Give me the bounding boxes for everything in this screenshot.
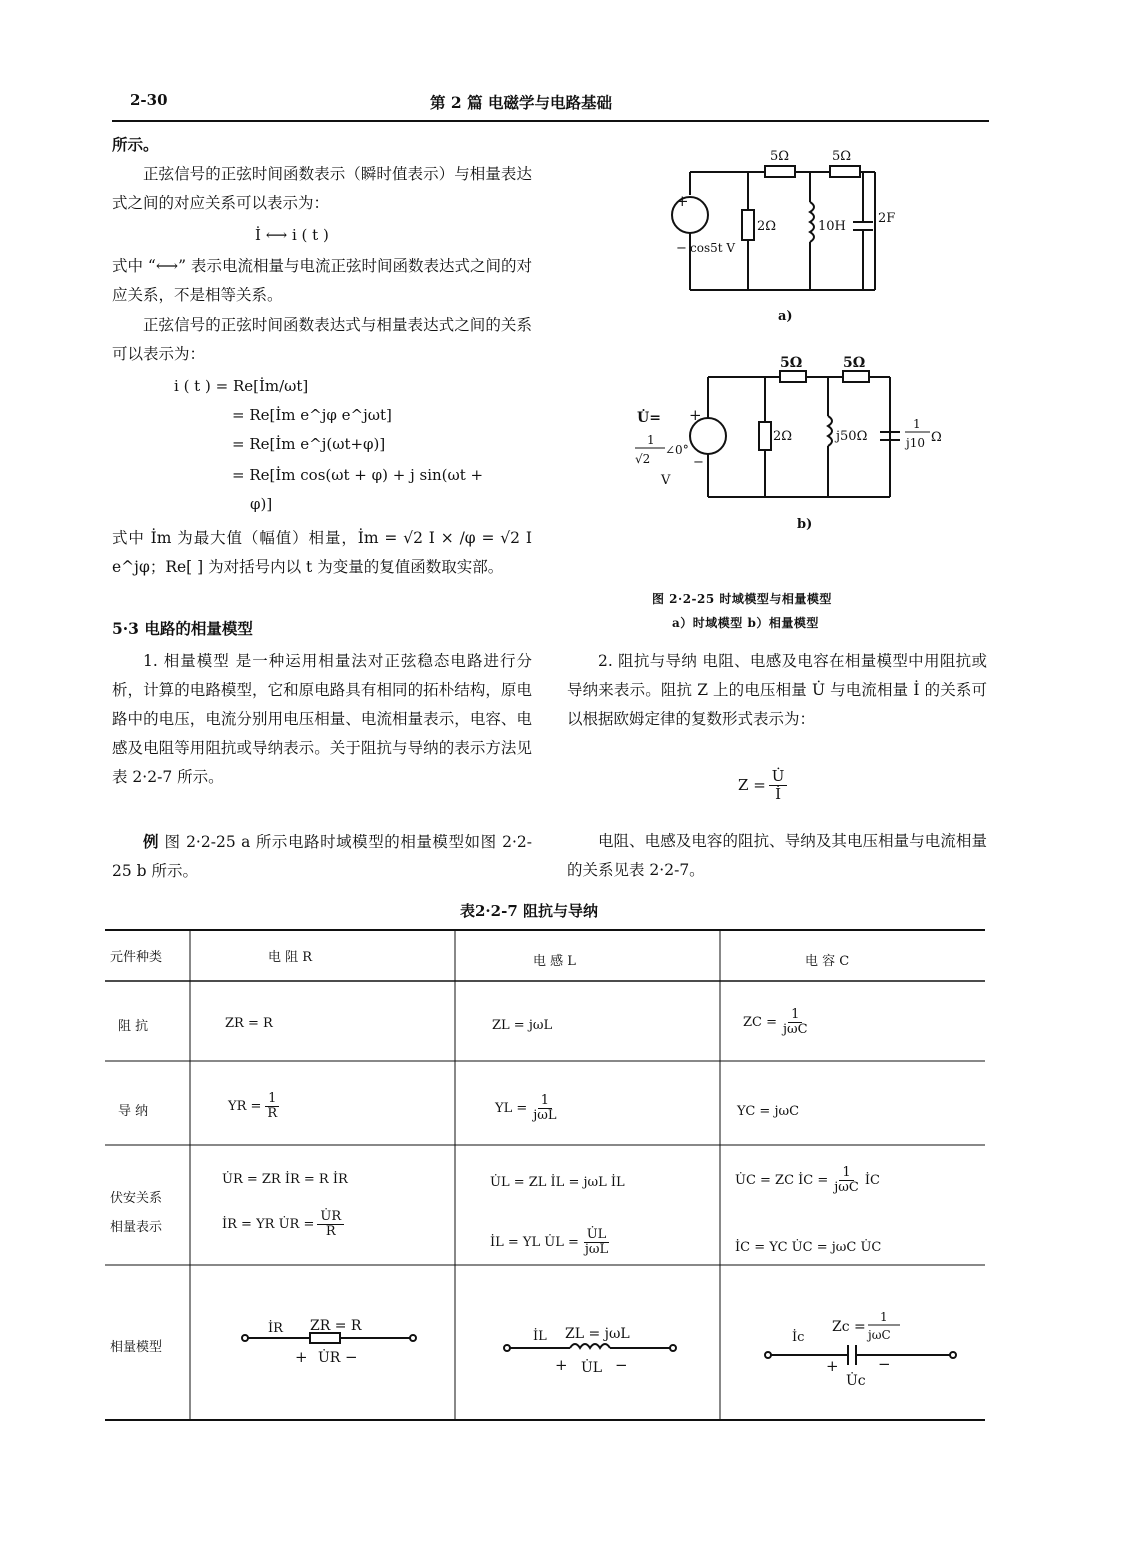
correspondence-equation: İ ⟷ i ( t ): [255, 226, 329, 244]
relation-inductor-voltage: U̇L = ZL İL = jωL İL: [490, 1175, 625, 1190]
figure-b-r2-label: 5Ω: [843, 355, 866, 371]
impedance-capacitor-den: jωC: [783, 1022, 808, 1038]
figure-b-r3-label: 2Ω: [773, 429, 793, 444]
figure-a-r2-label: 5Ω: [832, 149, 852, 164]
figure-a-r1-label: 5Ω: [770, 149, 790, 164]
relation-resistor-current-left: İR = YR U̇R =: [222, 1217, 315, 1233]
figure-b-source-minus: −: [693, 455, 704, 470]
paragraph-table-reference: 电阻、电感及电容的阻抗、导纳及其电压相量与电流相量的关系见表 2·2-7。: [567, 832, 987, 879]
paragraph-correspondence-note: 式中 “⟷” 表示电流相量与电流正弦时间函数表达式之间的对应关系，不是相等关系。: [112, 257, 532, 304]
row-label-impedance: 阻 抗: [118, 1019, 149, 1034]
relation-resistor-voltage: U̇R = ZR İR = R İR: [222, 1172, 348, 1187]
admittance-resistor-num: 1: [265, 1092, 279, 1107]
figure-a-capacitor-label: 2F: [878, 211, 896, 226]
resistor-model-minus: −: [345, 1348, 358, 1366]
resistor-phasor-model: [230, 1310, 430, 1375]
figure-caption: 图 2·2-25 时域模型与相量模型: [652, 592, 832, 606]
relation-inductor-current-den: jωL: [584, 1242, 609, 1258]
figure-b-voltage-label: U̇=: [637, 410, 661, 426]
relation-resistor-current-den: R: [325, 1224, 336, 1240]
relation-capacitor-voltage: [735, 1166, 880, 1196]
capacitor-model-voltage: U̇c: [846, 1373, 866, 1389]
paragraph-phasor-model: 1. 相量模型 是一种运用相量法对正弦稳态电路进行分析，计算的电路模型，它和原电路具有相同的拓朴结构，原电路中的电压，电流分别用电压相量、电流相量表示，电容、电感及电阻等用阻抗或导纳表示。关于阻抗与导纳的表示方法见表 2·2-7 所示。: [112, 652, 532, 786]
figure-a-source-minus: −: [676, 241, 687, 256]
admittance-resistor-left: YR =: [228, 1099, 262, 1115]
figure-b-capacitor-num: 1: [913, 417, 921, 431]
equation-line-2: = Re[İm e^jφ e^jωt]: [232, 406, 392, 424]
impedance-capacitor: [743, 1008, 814, 1038]
figure-a-source-plus: +: [676, 192, 689, 210]
figure-b-voltage-den: √2: [635, 452, 651, 466]
capacitor-model-impedance-num: 1: [880, 1310, 888, 1324]
relation-capacitor-voltage-right: İC: [864, 1173, 880, 1189]
inductor-phasor-model: [495, 1318, 695, 1383]
figure-b-capacitor-den: j10: [906, 436, 925, 450]
inductor-model-minus: −: [615, 1356, 628, 1374]
figure-a-inductor-label: 10H: [818, 219, 846, 234]
intro-continue: 所示。: [112, 135, 159, 154]
table-title: 表2·2-7 阻抗与导纳: [460, 902, 598, 920]
example-text: 图 2·2-25 a 所示电路时域模型的相量模型如图 2·2-25 b 所示。: [112, 833, 532, 880]
row-label-admittance: 导 纳: [118, 1104, 149, 1119]
admittance-inductor-den: jωL: [533, 1108, 557, 1124]
example-label: 例: [143, 832, 160, 851]
capacitor-model-impedance-left: Zc =: [832, 1319, 866, 1335]
equation-line-4: = Re[İm cos(ωt + φ) + j sin(ωt +: [232, 466, 484, 484]
paragraph-relation: 正弦信号的正弦时间函数表达式与相量表达式之间的关系可以表示为：: [112, 316, 532, 363]
resistor-model-impedance: ZR = R: [310, 1318, 362, 1334]
equation-line-3: = Re[İm e^j(ωt+φ)]: [232, 435, 386, 453]
figure-b-voltage-unit: V: [661, 473, 671, 488]
section-heading: 5·3 电路的相量模型: [112, 619, 253, 638]
paragraph-impedance: 2. 阻抗与导纳 电阻、电感及电容在相量模型中用阻抗或导纳来表示。阻抗 Z 上的电压相量 U̇ 与电流相量 İ 的关系可以根据欧姆定律的复数形式表示为：: [567, 652, 987, 728]
resistor-model-current: İR: [268, 1321, 283, 1336]
admittance-resistor-den: R: [267, 1106, 278, 1122]
capacitor-model-plus: +: [826, 1357, 839, 1375]
inductor-model-plus: +: [555, 1356, 568, 1374]
section-title: 第 2 篇 电磁学与电路基础: [430, 93, 612, 112]
impedance-equation: [738, 768, 790, 802]
capacitor-model-current: İc: [792, 1330, 805, 1345]
capacitor-model-minus: −: [878, 1355, 891, 1373]
relation-resistor-current: [222, 1210, 347, 1240]
inductor-model-voltage: U̇L: [581, 1360, 603, 1376]
row-label-relation-1: 伏安关系: [110, 1191, 163, 1206]
impedance-capacitor-left: ZC =: [743, 1015, 778, 1031]
table-header-resistor: 电 阻 R: [268, 950, 313, 965]
resistor-model-plus: +: [295, 1348, 308, 1366]
figure-b-capacitor-unit: Ω: [931, 430, 942, 445]
figure-b-label: b): [797, 517, 813, 532]
relation-inductor-current: [490, 1228, 614, 1258]
equation-line-1: i ( t ) = Re[İm/ωt]: [174, 377, 309, 395]
relation-capacitor-voltage-den: jωC: [834, 1180, 859, 1196]
relation-inductor-current-num: U̇L: [584, 1228, 610, 1243]
table-header-component: 元件种类: [110, 950, 163, 965]
relation-capacitor-voltage-num: 1: [839, 1166, 853, 1181]
inductor-model-impedance: ZL = jωL: [565, 1326, 630, 1342]
relation-resistor-current-num: U̇R: [317, 1210, 344, 1225]
figure-b-phasor-circuit: [625, 350, 955, 540]
relation-inductor-current-left: İL = YL U̇L =: [490, 1235, 579, 1251]
figure-b-source-plus: +: [689, 406, 702, 424]
page-number: 2-30: [130, 91, 168, 109]
figure-b-inductor-label: j50Ω: [836, 429, 868, 444]
resistor-model-voltage: U̇R: [318, 1350, 341, 1366]
table-header-capacitor: 电 容 C: [805, 954, 850, 969]
inductor-model-current: İL: [533, 1329, 547, 1344]
figure-a-source-label: cos5t V: [690, 241, 736, 255]
paragraph-example: [112, 827, 532, 886]
table-header-inductor: 电 感 L: [533, 954, 576, 969]
admittance-capacitor: YC = jωC: [737, 1104, 800, 1119]
figure-a-r3-label: 2Ω: [757, 219, 777, 234]
relation-capacitor-voltage-left: U̇C = ZC İC =: [735, 1173, 829, 1189]
capacitor-phasor-model: [760, 1305, 970, 1390]
impedance-equation-den: İ: [775, 784, 782, 803]
row-label-relation-2: 相量表示: [110, 1220, 163, 1235]
admittance-inductor: [495, 1094, 563, 1124]
capacitor-model-impedance-den: jωC: [868, 1328, 891, 1342]
admittance-resistor: [228, 1092, 283, 1122]
impedance-inductor: ZL = jωL: [492, 1018, 553, 1033]
row-label-model: 相量模型: [110, 1340, 163, 1355]
equation-line-5: φ)]: [250, 495, 273, 513]
impedance-equation-num: U̇: [769, 768, 788, 786]
impedance-capacitor-num: 1: [788, 1008, 802, 1023]
header-rule: [112, 120, 989, 122]
paragraph-correspondence: 正弦信号的正弦时间函数表示（瞬时值表示）与相量表达式之间的对应关系可以表示为：: [112, 165, 532, 212]
impedance-resistor: ZR = R: [225, 1016, 273, 1031]
figure-b-r1-label: 5Ω: [780, 355, 803, 371]
admittance-inductor-num: 1: [538, 1094, 552, 1109]
figure-b-voltage-angle: ∠0°: [665, 443, 689, 457]
relation-capacitor-current: İC = YC U̇C = jωC U̇C: [735, 1240, 882, 1255]
figure-a-label: a): [778, 309, 793, 324]
figure-a-time-domain-circuit: [660, 140, 920, 325]
figure-b-voltage-num: 1: [647, 433, 655, 447]
figure-subcaption: a）时域模型 b）相量模型: [672, 616, 819, 630]
paragraph-amplitude: 式中 İm 为最大值（幅值）相量，İm = √2 I × /φ = √2 I e^jφ；Re[ ] 为对括号内以 t 为变量的复值函数取实部。: [112, 529, 532, 576]
impedance-equation-left: Z =: [738, 776, 766, 794]
admittance-inductor-left: YL =: [495, 1101, 528, 1117]
